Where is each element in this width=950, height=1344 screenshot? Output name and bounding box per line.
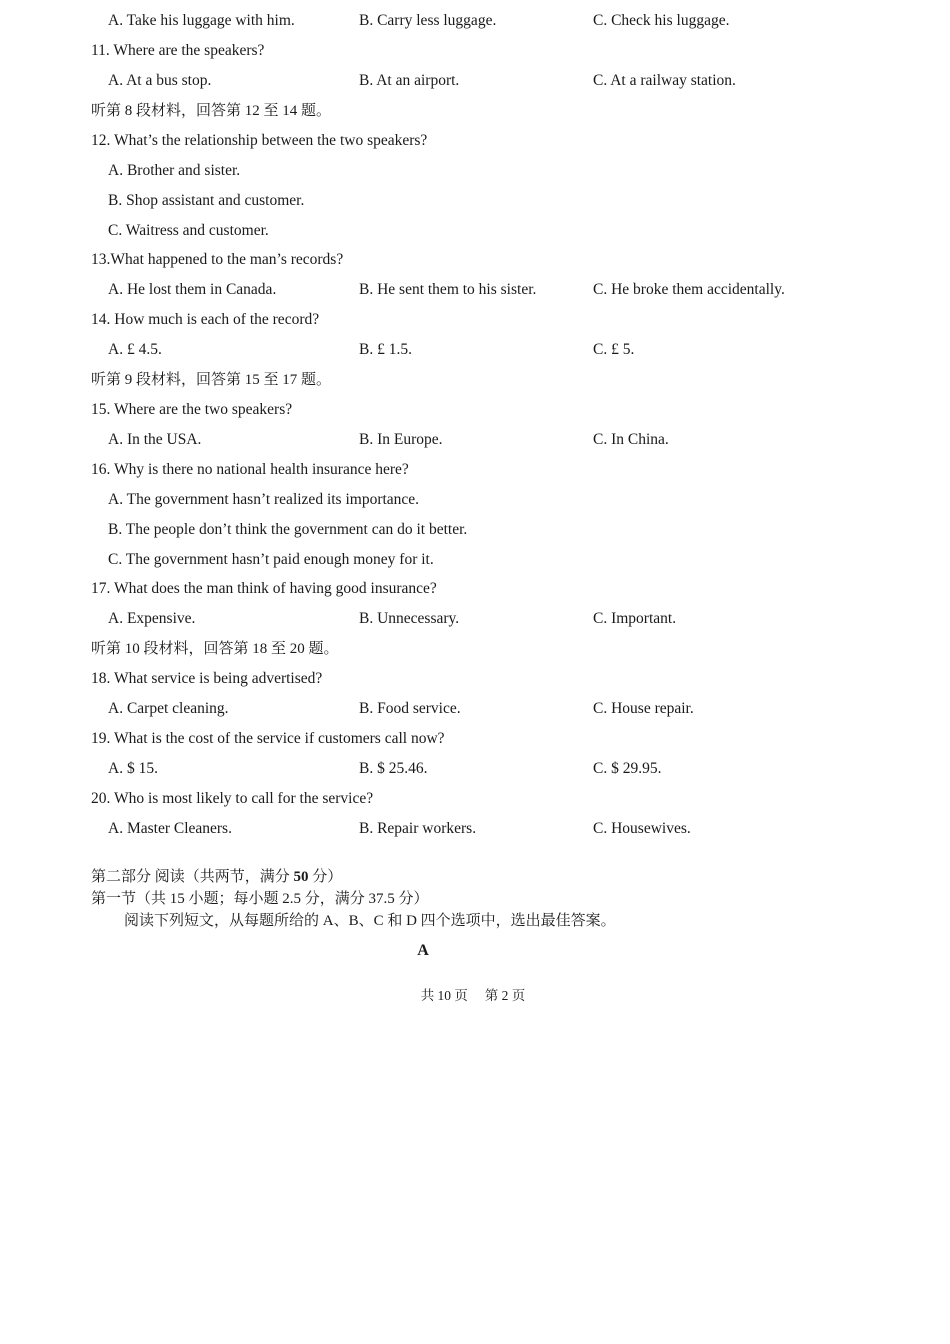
part-2-title: [91, 867, 342, 887]
q17-option-b: B. Unnecessary.: [359, 610, 460, 627]
section-10-heading: 听第 10 段材料，回答第 18 至 20 题。: [91, 641, 339, 657]
q19-option-c: C. $ 29.95.: [593, 760, 662, 777]
q15-option-c: C. In China.: [593, 431, 669, 448]
q20-question: 20. Who is most likely to call for the service?: [91, 790, 374, 807]
q20-option-b: B. Repair workers.: [359, 820, 477, 837]
q11-option-b: B. At an airport.: [359, 72, 460, 89]
q19-option-a: A. $ 15.: [108, 760, 158, 777]
q20-option-c: C. Housewives.: [593, 820, 691, 837]
q13-option-b: B. He sent them to his sister.: [359, 281, 537, 298]
q18-option-b: B. Food service.: [359, 700, 461, 717]
q17-question: 17. What does the man think of having good insurance?: [91, 580, 437, 597]
q10-option-b: B. Carry less luggage.: [359, 12, 497, 29]
q10-option-c: C. Check his luggage.: [593, 12, 730, 29]
page-footer: 共 10 页 第 2 页: [420, 988, 526, 1003]
q18-question: 18. What service is being advertised?: [91, 670, 323, 687]
q19-option-b: B. $ 25.46.: [359, 760, 428, 777]
section-8-heading: 听第 8 段材料，回答第 12 至 14 题。: [91, 103, 332, 119]
passage-label: A: [417, 942, 429, 959]
q16-question: 16. Why is there no national health insurance here?: [91, 461, 409, 478]
q12-option-b: B. Shop assistant and customer.: [108, 192, 305, 209]
q16-option-c: C. The government hasn’t paid enough money for it.: [108, 551, 434, 568]
q18-option-a: A. Carpet cleaning.: [108, 700, 229, 717]
q11-question: 11. Where are the speakers?: [91, 42, 265, 59]
q15-question: 15. Where are the two speakers?: [91, 401, 293, 418]
q10-option-a: A. Take his luggage with him.: [108, 12, 295, 29]
q12-question: 12. What’s the relationship between the two speakers?: [91, 132, 428, 149]
q11-option-c: C. At a railway station.: [593, 72, 736, 89]
q14-option-c: C. £ 5.: [593, 341, 635, 358]
q18-option-c: C. House repair.: [593, 700, 694, 717]
q11-option-a: A. At a bus stop.: [108, 72, 212, 89]
q19-question: 19. What is the cost of the service if customers call now?: [91, 730, 445, 747]
part-2-title-prefix: 第二部分 阅读（共两节，满分: [91, 869, 294, 885]
section-9-heading: 听第 9 段材料，回答第 15 至 17 题。: [91, 372, 332, 388]
reading-instruction: 阅读下列短文，从每题所给的 A、B、C 和 D 四个选项中，选出最佳答案。: [124, 913, 616, 929]
q13-option-a: A. He lost them in Canada.: [108, 281, 277, 298]
q15-option-a: A. In the USA.: [108, 431, 202, 448]
q12-option-c: C. Waitress and customer.: [108, 222, 269, 239]
q13-question: 13.What happened to the man’s records?: [91, 251, 344, 268]
part-2-title-score: 50: [293, 869, 309, 885]
q17-option-c: C. Important.: [593, 610, 677, 627]
q16-option-b: B. The people don’t think the government can do it better.: [108, 521, 468, 538]
q15-option-b: B. In Europe.: [359, 431, 443, 448]
q20-option-a: A. Master Cleaners.: [108, 820, 232, 837]
section-1-heading: 第一节（共 15 小题；每小题 2.5 分，满分 37.5 分）: [91, 891, 429, 907]
q13-option-c: C. He broke them accidentally.: [593, 281, 785, 298]
q14-question: 14. How much is each of the record?: [91, 311, 320, 328]
part-2-title-suffix: 分）: [308, 869, 343, 885]
q14-option-a: A. £ 4.5.: [108, 341, 162, 358]
q14-option-b: B. £ 1.5.: [359, 341, 412, 358]
q16-option-a: A. The government hasn’t realized its importance.: [108, 491, 420, 508]
q17-option-a: A. Expensive.: [108, 610, 196, 627]
q12-option-a: A. Brother and sister.: [108, 162, 241, 179]
